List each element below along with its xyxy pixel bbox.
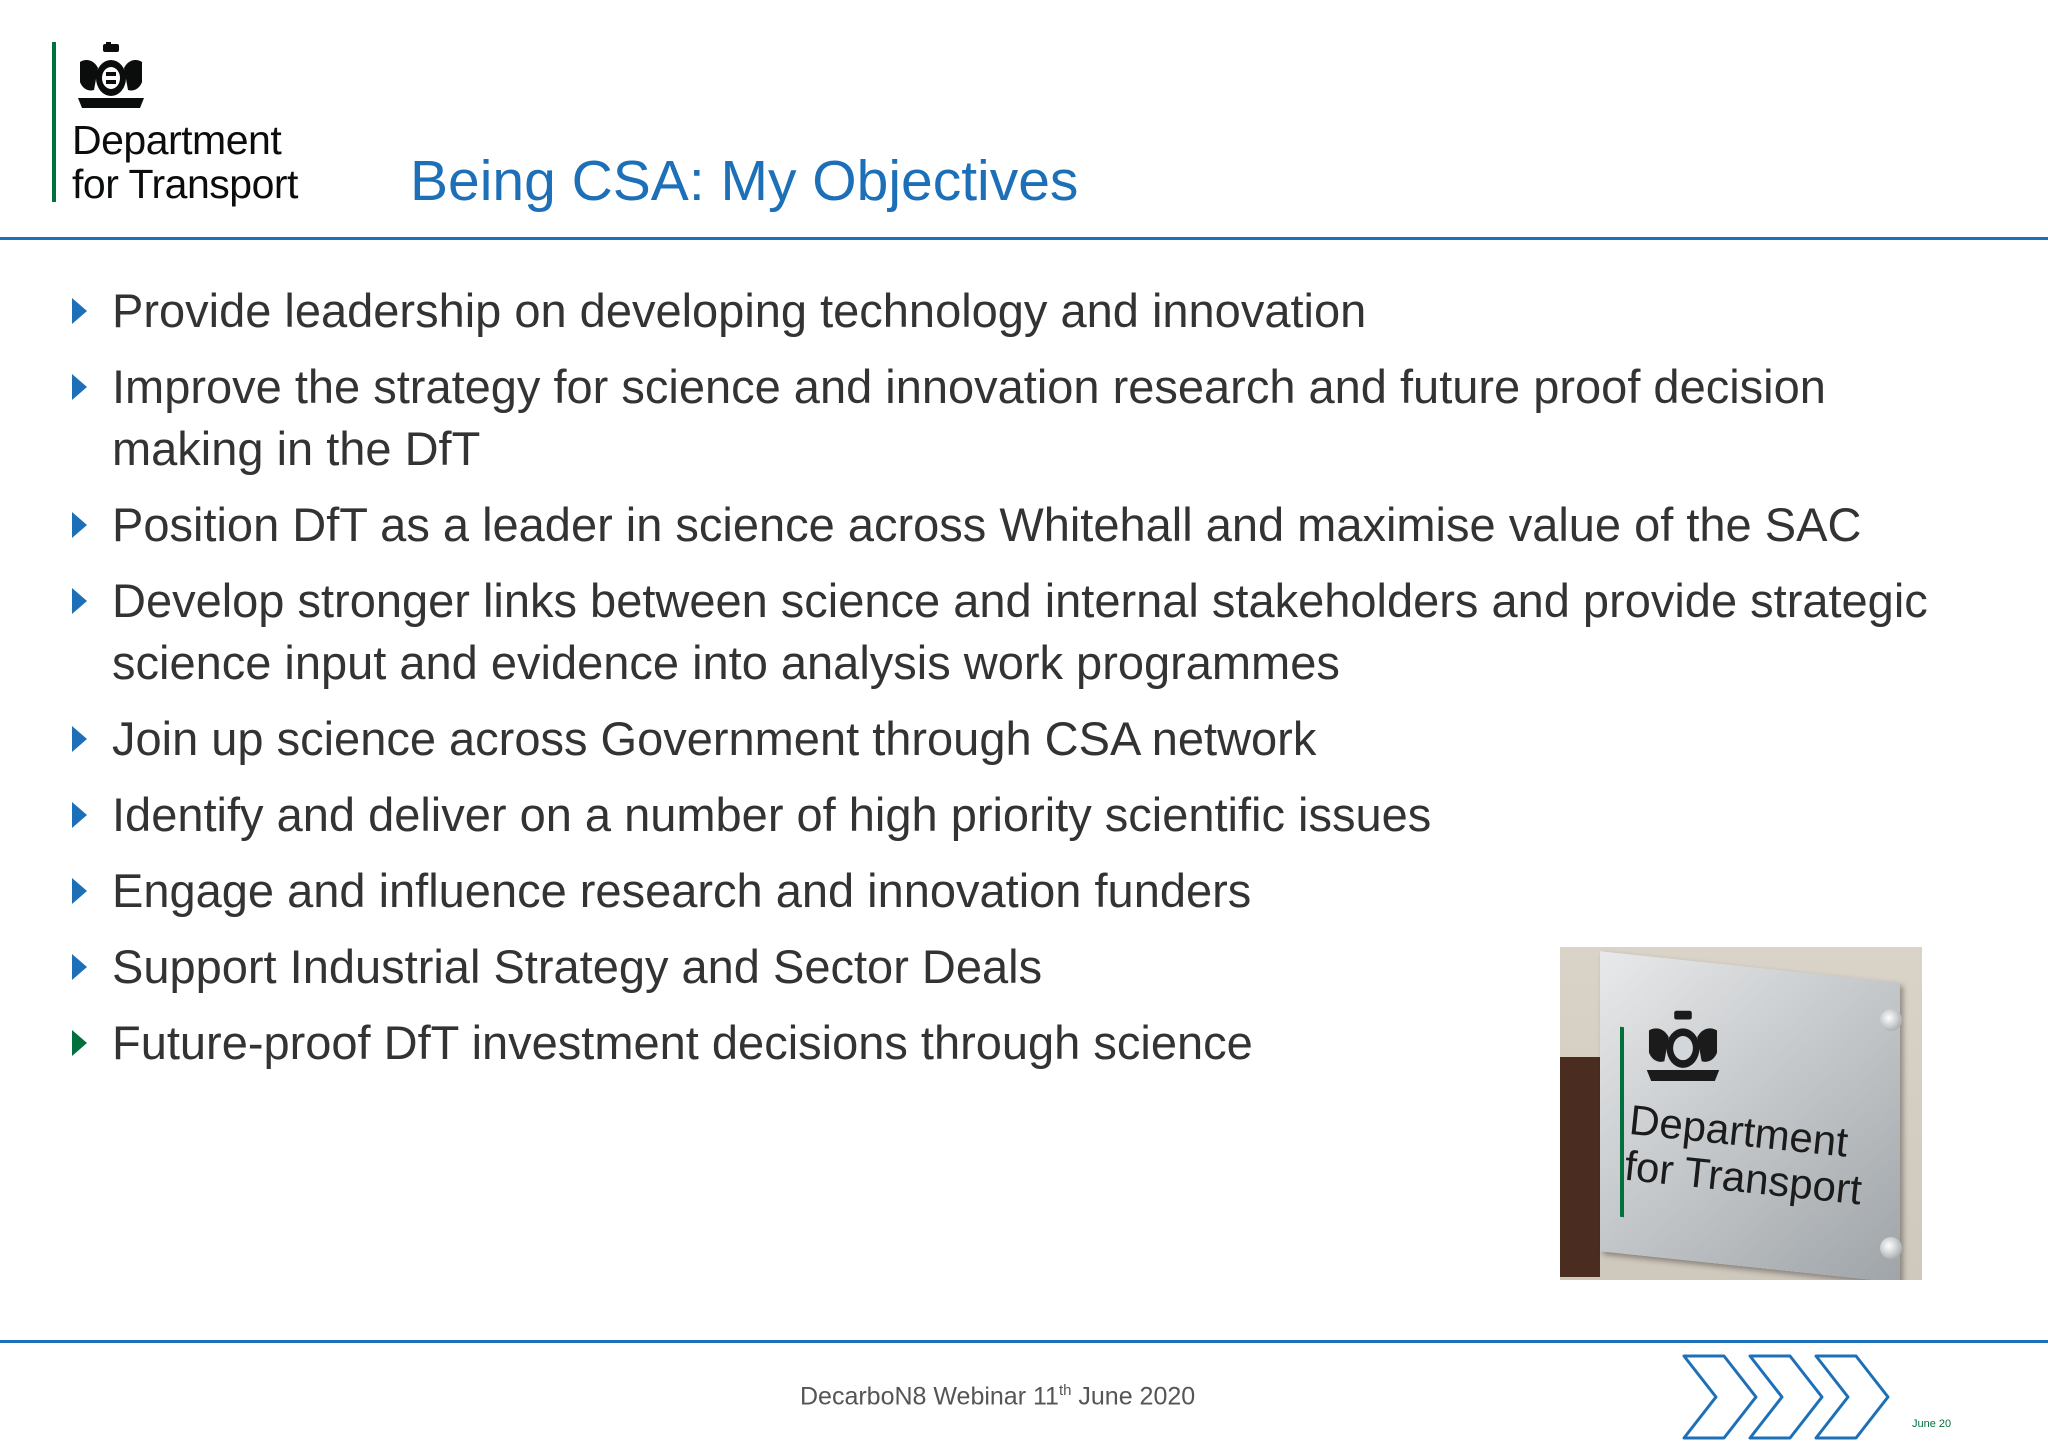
list-item-text: Future-proof DfT investment decisions through science: [112, 1016, 1253, 1069]
dft-sign-photo: [1560, 947, 1922, 1280]
bolt-icon: [1880, 1009, 1902, 1031]
photo-sign-text: Department for Transport: [1622, 1096, 1865, 1214]
list-item: [70, 280, 1990, 342]
triangle-right-icon: [72, 512, 87, 538]
royal-crest-icon: [1638, 1007, 1728, 1087]
list-item-text: Support Industrial Strategy and Sector Deals: [112, 940, 1043, 993]
footer-divider: [0, 1340, 2048, 1343]
chevron-arrows-icon: [1680, 1352, 1900, 1442]
footer-event-suffix: June 2020: [1071, 1382, 1196, 1411]
footer-event: [800, 1382, 1195, 1411]
triangle-right-icon: [72, 374, 87, 400]
footer-event-prefix: DecarboN8 Webinar 11: [800, 1382, 1059, 1411]
triangle-right-icon: [72, 588, 87, 614]
list-item: [70, 860, 1990, 922]
dft-logo: [52, 42, 342, 207]
triangle-right-icon: [72, 878, 87, 904]
slide-title: Being CSA: My Objectives: [410, 149, 1079, 213]
footer-date: June 20: [1912, 1418, 1952, 1430]
logo-rule: [52, 42, 56, 202]
list-item: [70, 784, 1990, 846]
list-item: [70, 356, 1990, 480]
triangle-right-icon: [72, 954, 87, 980]
triangle-right-icon: [72, 726, 87, 752]
footer-event-sup: th: [1058, 1382, 1072, 1399]
list-item-text: Develop stronger links between science and internal stakeholders and provide strategic science input and evidence into analysis work programmes: [112, 574, 1928, 689]
list-item-text: Improve the strategy for science and innovation research and future proof decision making in the DfT: [112, 360, 1826, 475]
list-item-text: Identify and deliver on a number of high priority scientific issues: [112, 788, 1432, 841]
list-item-text: Engage and influence research and innovation funders: [112, 864, 1252, 917]
photo-wall-shadow: [1560, 1057, 1600, 1277]
triangle-right-icon: [72, 802, 87, 828]
list-item: [70, 570, 1990, 694]
list-item: [70, 494, 1990, 556]
triangle-right-icon: [72, 298, 87, 324]
triangle-right-icon: [72, 1030, 87, 1056]
list-item: [70, 708, 1990, 770]
list-item-text: Join up science across Government through CSA network: [112, 712, 1317, 765]
list-item-text: Position DfT as a leader in science across Whitehall and maximise value of the SAC: [112, 498, 1862, 551]
royal-crest-icon: [70, 42, 152, 112]
bolt-icon: [1880, 1237, 1902, 1259]
logo-text: Department for Transport: [72, 117, 298, 207]
header-divider: [0, 237, 2048, 240]
list-item-text: Provide leadership on developing technology and innovation: [112, 284, 1367, 337]
